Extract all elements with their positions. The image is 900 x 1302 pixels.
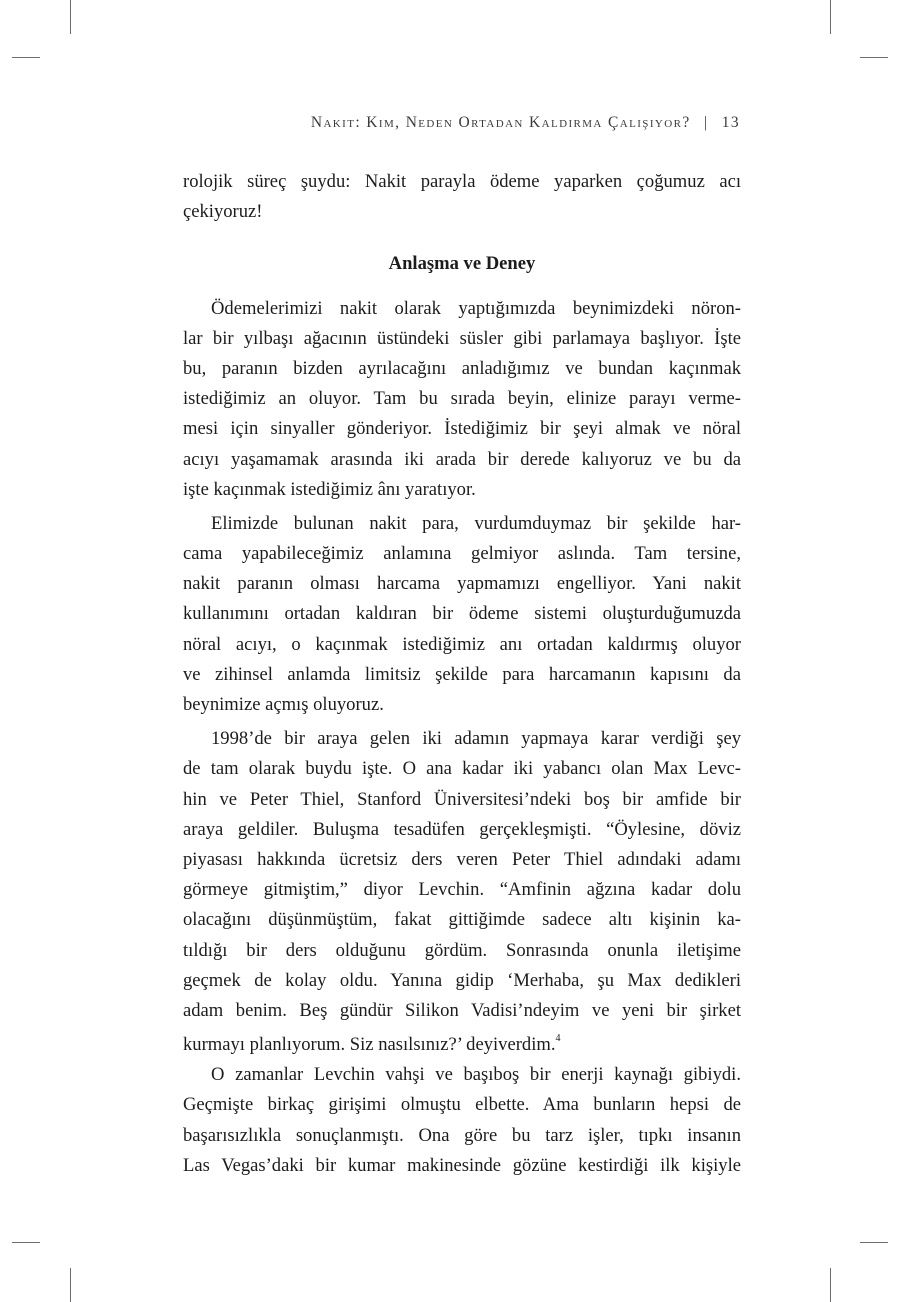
text-line: rolojik süreç şuydu: Nakit parayla ödeme yaparken çoğumuz acı [183,171,741,192]
text-line: beynimize açmış oluyoruz. [183,694,384,716]
text-line: olacağını düşünmüştüm, fakat gittiğimde sadece altı kişinin ka- [183,909,741,931]
crop-mark-top-right [830,0,831,34]
crop-mark-right-top [860,57,888,58]
text-line: Geçmişte birkaç girişimi olmuştu elbette. Ama bunların hepsi de [183,1094,741,1116]
paragraph-3 [183,724,741,1056]
paragraph-4 [183,1060,741,1181]
section-heading: Anlaşma ve Deney [388,253,536,275]
text-line: işte kaçınmak istediğimiz ânı yaratıyor. [183,478,476,500]
crop-mark-left-top [12,57,40,58]
text-line: bu, paranın bizden ayrılacağını anladığımız ve bundan kaçınmak [183,357,741,379]
text-line: 1998’de bir araya gelen iki adamın yapmaya karar verdiği şey [211,728,741,750]
text-line: piyasası hakkında ücretsiz ders veren Peter Thiel adındaki adamı [183,848,741,870]
header-separator: | [703,114,709,131]
text-line: nöral acıyı, o kaçınmak istediğimiz anı ortadan kaldırmış oluyor [183,633,741,655]
text-line: mesi için sinyaller gönderiyor. İstediğimiz bir şeyi almak ve nöral [183,418,741,440]
text-line: görmeye gitmiştim,” diyor Levchin. “Amfinin ağzına kadar dolu [183,879,741,901]
text-line: çekiyoruz! [183,201,263,223]
text-line: tıldığı bir ders olduğunu gördüm. Sonrasında onunla iletişime [183,939,741,961]
crop-mark-top-left [70,0,71,34]
text-line: Ödemelerimizi nakit olarak yaptığımızda beynimizdeki nöron- [211,297,741,319]
text-line: lar bir yılbaşı ağacının üstündeki süsler gibi parlamaya başlıyor. İşte [183,327,741,349]
text-line-with-footnote [183,1026,741,1056]
paragraph-1 [183,294,741,505]
footnote-marker: 4 [555,1033,561,1045]
crop-mark-bottom-right [830,1268,831,1302]
text-line: geçmek de kolay oldu. Yanına gidip ‘Merhaba, şu Max dedikleri [183,969,741,991]
text-line: başarısızlıkla sonuçlanmıştı. Ona göre bu tarz işler, tıpkı insanın [183,1124,741,1146]
crop-mark-bottom-left [70,1268,71,1302]
text-line: cama yapabileceğimiz anlamına gelmiyor aslında. Tam tersine, [183,543,741,565]
page-body [183,167,741,1185]
page-number: 13 [721,114,740,131]
text-line: kullanımını ortadan kaldıran bir ödeme sistemi oluşturduğumuzda [183,603,741,625]
paragraph-2 [183,509,741,720]
text-line: Las Vegas’daki bir kumar makinesinde gözüne kestirdiği ilk kişiyle [183,1154,741,1176]
text-line: ve zihinsel anlamda limitsiz şekilde para harcamanın kapısını da [183,663,741,685]
text-line: istediğimiz an oluyor. Tam bu sırada beyin, elinize parayı verme- [183,388,741,410]
text-line: O zamanlar Levchin vahşi ve başıboş bir enerji kaynağı gibiydi. [211,1064,741,1086]
chapter-title: Nakit: Kim, Neden Ortadan Kaldırma Çalışıyor? [310,114,691,131]
crop-mark-left-bottom [12,1242,40,1243]
text-line: de tam olarak buydu işte. O ana kadar iki yabancı olan Max Levc- [183,758,741,780]
running-header [311,114,740,132]
text-line: acıyı yaşamamak arasında iki arada bir derede kalıyoruz ve bu da [183,448,741,470]
text-line: nakit paranın olması harcama yapmamızı engelliyor. Yani nakit [183,573,741,595]
text-line: hin ve Peter Thiel, Stanford Üniversitesi’ndeki boş bir amfide bir [183,788,741,810]
text-line: Elimizde bulunan nakit para, vurdumduymaz bir şekilde har- [211,512,741,534]
text-line: araya geldiler. Buluşma tesadüfen gerçekleşmişti. “Öylesine, döviz [183,818,741,840]
text-line: adam benim. Beş gündür Silikon Vadisi’ndeyim ve yeni bir şirket [183,999,741,1021]
text-line: kurmayı planlıyorum. Siz nasılsınız?’ deyiverdim. [183,1034,556,1056]
crop-mark-right-bottom [860,1242,888,1243]
paragraph-continuation [183,167,741,227]
